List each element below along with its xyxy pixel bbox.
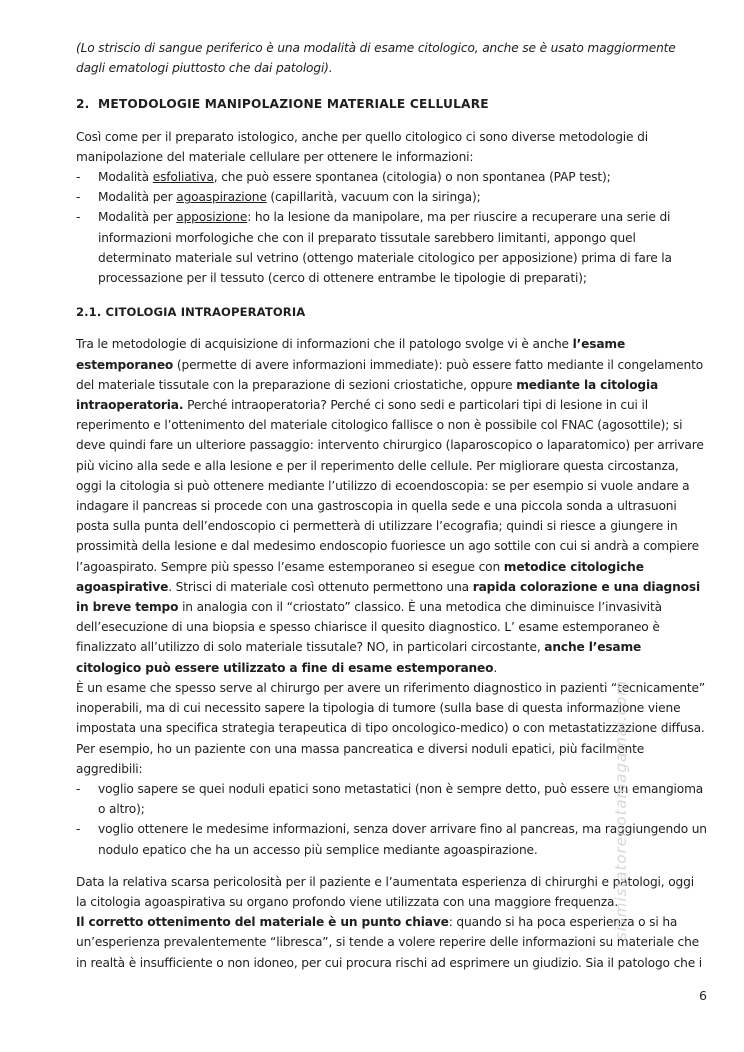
list-item-text: voglio sapere se quei noduli epatici sono metastatici (non è sempre detto, può essere un emangioma o altro); [98,781,704,817]
underlined-term: esfoliativa [152,170,214,185]
list-item-text: Modalità per [98,210,177,225]
bold-term: mediante la citologia intraoperatoria. [76,377,659,413]
paragraph-text: Perché intraoperatoria? Perché ci sono sedi e particolari tipi di lesione in cui il reperimento e l’ottenimento del materiale citologico fallisce o non è possibile col FNAC (agosottile); si deve quindi fare un ulteriore passaggio: intervento chirurgico (laparoscopico o laparatomico) per arrivare più vicino alla sede e alla lesione e per il reperimento delle cellule. Per migliorare questa circostanza, oggi la citologia si può ottenere mediante l’utilizzo di ecoendoscopia: se per esempio si vuole andare a indagare il pancreas si procede con una gastroscopia in quella sede e una piccola sonda a ultrasuoni posta sulla punta dell’endoscopio ci permetterà di utilizzare l’ecografia; quindi si riesce a giungere in prossimità della lesione e dal medesimo endoscopio fuoriesce un ago sottile con cui si andrà a compiere l’agoaspirato. Sempre più spesso l’esame estemporaneo si esegue con [76,398,704,574]
list-item [76,167,708,187]
paragraph-text: in analogia con il “criostato” classico. È una metodica che diminuisce l’invasività dell’esecuzione di una biopsia e spesso chiarisce il quesito diagnostico. L’ esame estemporaneo è finalizzato all’utilizzo di solo materiale tissutale? NO, in particolari circostante, [76,600,662,655]
methods-list [76,167,708,288]
bold-term: Il corretto ottenimento del materiale è un punto chiave [76,915,449,930]
section-2-number: 2. [76,97,90,112]
paragraph-surgeon: È un esame che spesso serve al chirurgo per avere un riferimento diagnostico in pazienti “tecnicamente” inoperabili, ma di cui necessito sapere la tipologia di tumore (sulla base di questa informazione viene impostata una specifica strategia terapeutica di tipo oncologico-medico) o con metastatizzazione diffusa. Per esempio, ho un paziente con una massa pancreatica e diversi noduli epatici, più facilmente aggredibili: [76,680,706,776]
list-item-text: : ho la lesione da manipolare, ma per riuscire a recuperare una serie di informazioni morfologiche che con il preparato tissutale sarebbero limitanti, appongo quel determinato materiale sul vetrino (ottengo materiale citologico per apposizione) prima di fare la processazione per il tessuto (cerco di ottenere entrambe le tipologie di preparati); [98,210,672,286]
page-number: 6 [699,988,707,1003]
watermark: sismistatorenotamagamai.com [612,680,630,940]
list-item-text: Modalità per [98,190,177,205]
section-2-title: METODOLOGIE MANIPOLAZIONE MATERIALE CELLULARE [98,97,489,112]
bold-term: rapida colorazione e una diagnosi in breve tempo [76,579,700,615]
intro-note: (Lo striscio di sangue periferico è una modalità di esame citologico, anche se è usato maggiormente dagli ematologi piuttosto che dai patologi). [76,41,676,76]
paragraph-text: : quando si ha poca esperienza o si ha un’esperienza prevalentemente “libresca”, si tende a volere reperire delle informazioni su materiale che in realtà è insufficiente o non idoneo, per cui procura rischi ad esprimere un giudizio. Sia il patologo che i [76,915,703,970]
list-item-text: Modalità [98,170,153,185]
section-2-1-heading: 2.1. CITOLOGIA INTRAOPERATORIA [76,305,306,320]
list-dash: - [76,170,81,185]
list-dash: - [76,190,81,205]
paragraph-frequency: Data la relativa scarsa pericolosità per il paziente e l’aumentata esperienza di chirurghi e patologi, oggi la citologia agoaspirativa su organo profondo viene utilizzata con una maggiore frequenza. [76,874,694,909]
list-dash: - [76,781,81,796]
list-item-text: (capillarità, vacuum con la siringa); [266,190,481,205]
list-item-text: voglio ottenere le medesime informazioni, senza dover arrivare fino al pancreas, ma raggiungendo un nodulo epatico che ha un accesso più semplice mediante agoaspirazione. [98,822,707,857]
section-2-intro: Così come per il preparato istologico, anche per quello citologico ci sono diverse metodologie di manipolazione del materiale cellulare per ottenere le informazioni: [76,129,648,164]
list-dash: - [76,822,81,837]
bold-term: metodice citologiche agoaspirative [76,559,644,594]
paragraph-text: . [493,660,498,675]
list-item [76,207,708,288]
underlined-term: agoaspirazione [176,190,267,205]
paragraph-text: . Strisci di materiale così ottenuto permettono una [168,579,473,594]
bold-term: l’esame estemporaneo [76,337,626,372]
underlined-term: apposizione [176,210,248,225]
list-item [76,187,708,207]
list-item-text: , che può essere spontanea (citologia) o non spontanea (PAP test); [213,170,611,185]
section-2-heading [76,94,708,114]
paragraph-text: (permette di avere informazioni immediate): può essere fatto mediante il congelamento del materiale tissutale con la preparazione di sezioni criostatiche, oppure [76,357,704,392]
list-dash: - [76,210,81,225]
bold-term: anche l’esame citologico può essere utilizzato a fine di esame estemporaneo [76,640,642,675]
paragraph-text: Tra le metodologie di acquisizione di informazioni che il patologo svolge vi è anche [76,337,573,352]
